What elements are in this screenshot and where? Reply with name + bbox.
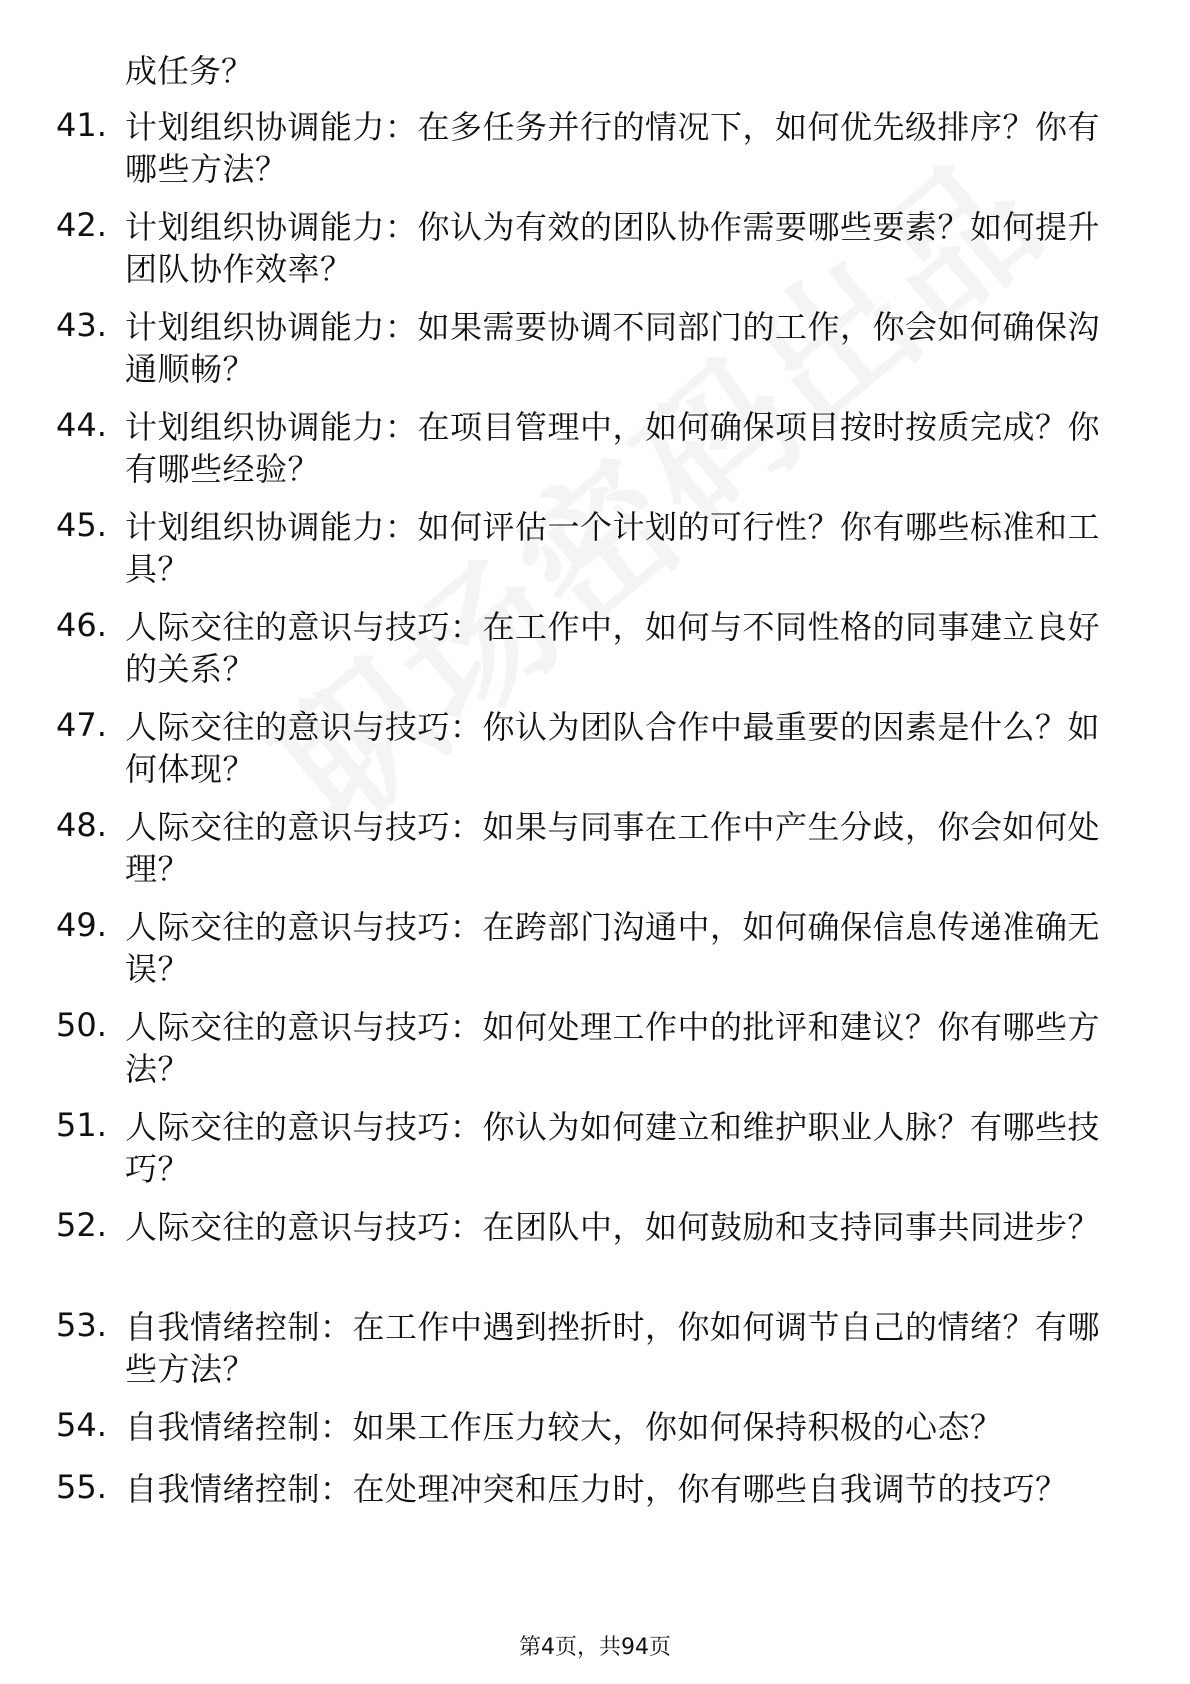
list-item: [0, 306, 1190, 406]
list-item: [0, 1206, 1190, 1306]
question-number: 42.: [56, 206, 107, 244]
question-number: 48.: [56, 806, 107, 844]
list-item: [0, 406, 1190, 506]
list-item: [0, 1106, 1190, 1206]
question-text: 人际交往的意识与技巧：在工作中，如何与不同性格的同事建立良好的关系？: [125, 608, 1101, 688]
question-text: 自我情绪控制：如果工作压力较大，你如何保持积极的心态？: [125, 1408, 1003, 1446]
list-item: [0, 1306, 1190, 1406]
question-text: 计划组织协调能力：你认为有效的团队协作需要哪些要素？如何提升团队协作效率？: [125, 208, 1101, 288]
list-item: [0, 706, 1190, 806]
question-text: 自我情绪控制：在处理冲突和压力时，你有哪些自我调节的技巧？: [125, 1470, 1068, 1508]
question-number: 49.: [56, 906, 107, 944]
question-text: 计划组织协调能力：在多任务并行的情况下，如何优先级排序？你有哪些方法？: [125, 108, 1101, 188]
question-text: 自我情绪控制：在工作中遇到挫折时，你如何调节自己的情绪？有哪些方法？: [125, 1308, 1101, 1388]
list-item: [0, 506, 1190, 606]
list-item: [0, 106, 1190, 206]
question-text: 人际交往的意识与技巧：在跨部门沟通中，如何确保信息传递准确无误？: [125, 908, 1101, 988]
question-number: 47.: [56, 706, 107, 744]
list-item: [0, 1006, 1190, 1106]
list-item: [0, 806, 1190, 906]
question-number: 45.: [56, 506, 107, 544]
list-item: [0, 906, 1190, 1006]
question-text: 计划组织协调能力：如果需要协调不同部门的工作，你会如何确保沟通顺畅？: [125, 308, 1101, 388]
question-number: 51.: [56, 1106, 107, 1144]
question-text: 人际交往的意识与技巧：在团队中，如何鼓励和支持同事共同进步？: [125, 1208, 1101, 1246]
question-text: 人际交往的意识与技巧：如何处理工作中的批评和建议？你有哪些方法？: [125, 1008, 1101, 1088]
question-number: 53.: [56, 1306, 107, 1344]
question-text: 计划组织协调能力：在项目管理中，如何确保项目按时按质完成？你有哪些经验？: [125, 408, 1101, 488]
question-number: 54.: [56, 1406, 107, 1444]
question-text: 计划组织协调能力：如何评估一个计划的可行性？你有哪些标准和工具？: [125, 508, 1101, 588]
question-text: 人际交往的意识与技巧：如果与同事在工作中产生分歧，你会如何处理？: [125, 808, 1101, 888]
question-text: 人际交往的意识与技巧：你认为团队合作中最重要的因素是什么？如何体现？: [125, 708, 1101, 788]
list-item: [0, 1468, 1190, 1568]
question-number: 46.: [56, 606, 107, 644]
question-number: 52.: [56, 1206, 107, 1244]
question-number: 50.: [56, 1006, 107, 1044]
question-list: [0, 106, 1190, 1568]
list-item: [0, 206, 1190, 306]
question-number: 43.: [56, 306, 107, 344]
question-number: 55.: [56, 1468, 107, 1506]
page-footer: 第4页，共94页: [519, 1635, 671, 1660]
continuation-text: 成任务？: [125, 52, 254, 90]
question-number: 44.: [56, 406, 107, 444]
list-item: [0, 606, 1190, 706]
question-number: 41.: [56, 106, 107, 144]
question-text: 人际交往的意识与技巧：你认为如何建立和维护职业人脉？有哪些技巧？: [125, 1108, 1101, 1188]
list-item: [0, 1406, 1190, 1468]
